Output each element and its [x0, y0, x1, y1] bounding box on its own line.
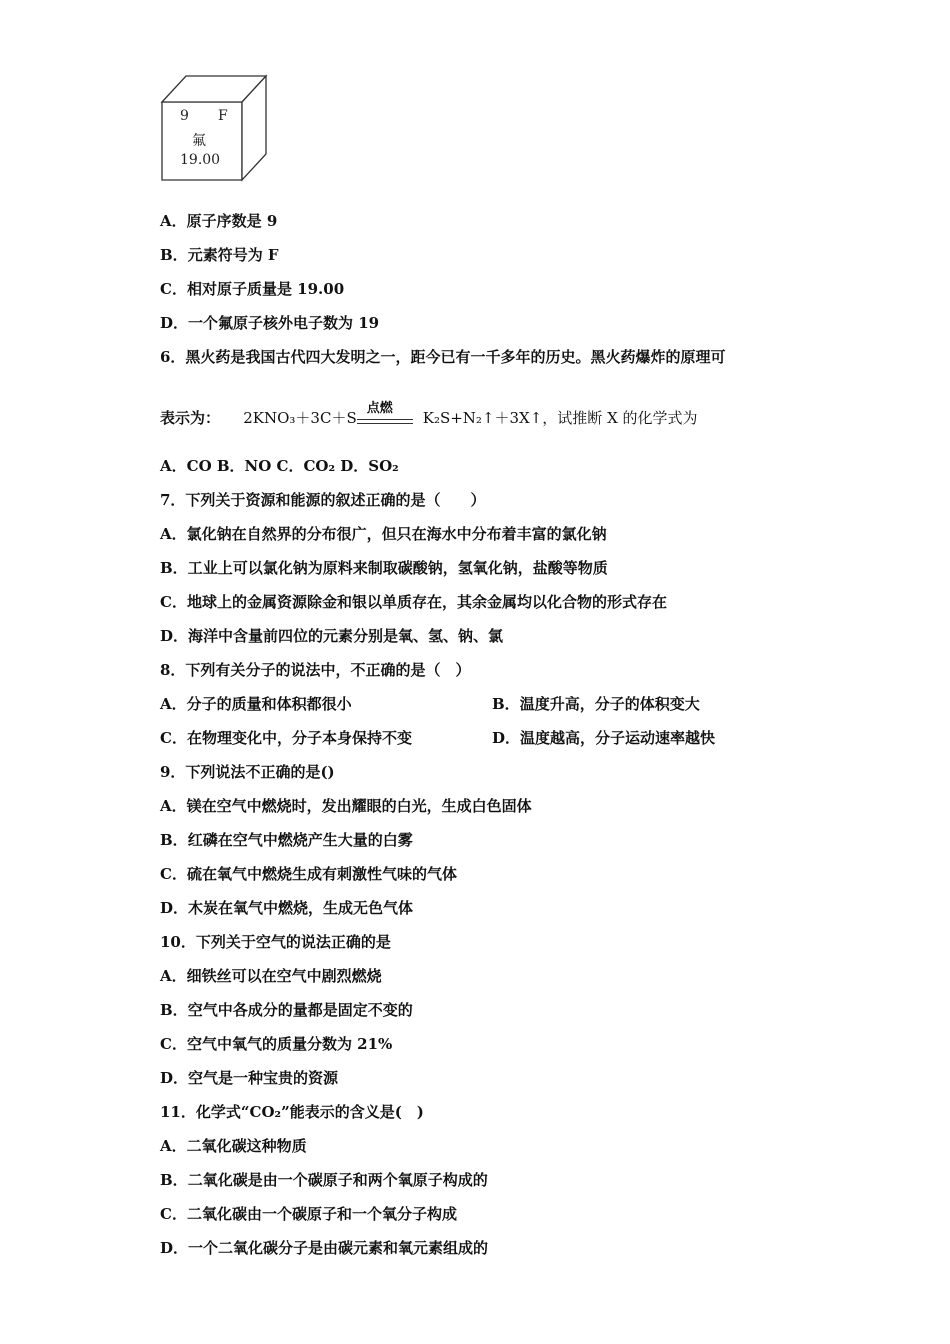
q10-stem: 10．下列关于空气的说法正确的是 [160, 933, 391, 951]
q8-option-c: C．在物理变化中，分子本身保持不变 [160, 729, 412, 747]
element-card-fluorine [160, 72, 270, 182]
atomic-mass: 19.00 [180, 152, 221, 168]
q10-option-b: B．空气中各成分的量都是固定不变的 [160, 1001, 413, 1019]
q10-option-c: C．空气中氧气的质量分数为 21% [160, 1035, 393, 1053]
q7-option-a: A．氯化钠在自然界的分布很广，但只在海水中分布着丰富的氯化钠 [160, 525, 607, 543]
element-symbol: F [218, 108, 228, 124]
q8-option-a: A．分子的质量和体积都很小 [160, 695, 352, 713]
q5-option-c: C．相对原子质量是 19.00 [160, 280, 345, 298]
q8-option-b: B．温度升高，分子的体积变大 [492, 695, 700, 713]
q7-option-b: B．工业上可以氯化钠为原料来制取碳酸钠，氢氧化钠，盐酸等物质 [160, 559, 608, 577]
q6-condition: 点燃 [366, 401, 393, 416]
q11-option-d: D．一个二氧化碳分子是由碳元素和氧元素组成的 [160, 1239, 489, 1257]
q6-express-prefix: 表示为： [160, 409, 221, 427]
q6-rhs: K₂S+N₂↑＋3X↑，试推断 X 的化学式为 [422, 409, 698, 427]
q6-options: A．CO B．NO C．CO₂ D．SO₂ [160, 457, 399, 475]
q5-option-d: D．一个氟原子核外电子数为 19 [160, 314, 380, 332]
q9-option-b: B．红磷在空气中燃烧产生大量的白雾 [160, 831, 413, 849]
q7-option-d: D．海洋中含量前四位的元素分别是氧、氢、钠、氯 [160, 627, 504, 645]
q11-option-c: C．二氧化碳由一个碳原子和一个氧分子构成 [160, 1205, 457, 1223]
q9-option-c: C．硫在氧气中燃烧生成有刺激性气味的气体 [160, 865, 457, 883]
atomic-number: 9 [180, 108, 189, 124]
q9-option-a: A．镁在空气中燃烧时，发出耀眼的白光，生成白色固体 [160, 797, 532, 815]
q6-equation [160, 401, 698, 429]
q6-stem: 6．黑火药是我国古代四大发明之一，距今已有一千多年的历史。黑火药爆炸的原理可 [160, 348, 726, 366]
q11-option-a: A．二氧化碳这种物质 [160, 1137, 307, 1155]
q6-lhs: 2KNO₃＋3C＋S [243, 409, 357, 427]
q5-option-b: B．元素符号为 F [160, 246, 279, 264]
q8-stem: 8．下列有关分子的说法中，不正确的是（ ） [160, 661, 471, 679]
q5-option-a: A．原子序数是 9 [160, 212, 278, 230]
q9-stem: 9．下列说法不正确的是() [160, 763, 335, 781]
q8-option-d: D．温度越高，分子运动速率越快 [492, 729, 716, 747]
q10-option-a: A．细铁丝可以在空气中剧烈燃烧 [160, 967, 382, 985]
q7-option-c: C．地球上的金属资源除金和银以单质存在，其余金属均以化合物的形式存在 [160, 593, 667, 611]
reaction-arrow-icon [357, 401, 413, 429]
q11-option-b: B．二氧化碳是由一个碳原子和两个氧原子构成的 [160, 1171, 488, 1189]
q9-option-d: D．木炭在氧气中燃烧，生成无色气体 [160, 899, 414, 917]
q11-stem: 11．化学式“CO₂”能表示的含义是( ) [160, 1103, 424, 1121]
element-name: 氟 [192, 133, 206, 149]
q10-option-d: D．空气是一种宝贵的资源 [160, 1069, 339, 1087]
q7-stem: 7．下列关于资源和能源的叙述正确的是（ ） [160, 491, 486, 509]
